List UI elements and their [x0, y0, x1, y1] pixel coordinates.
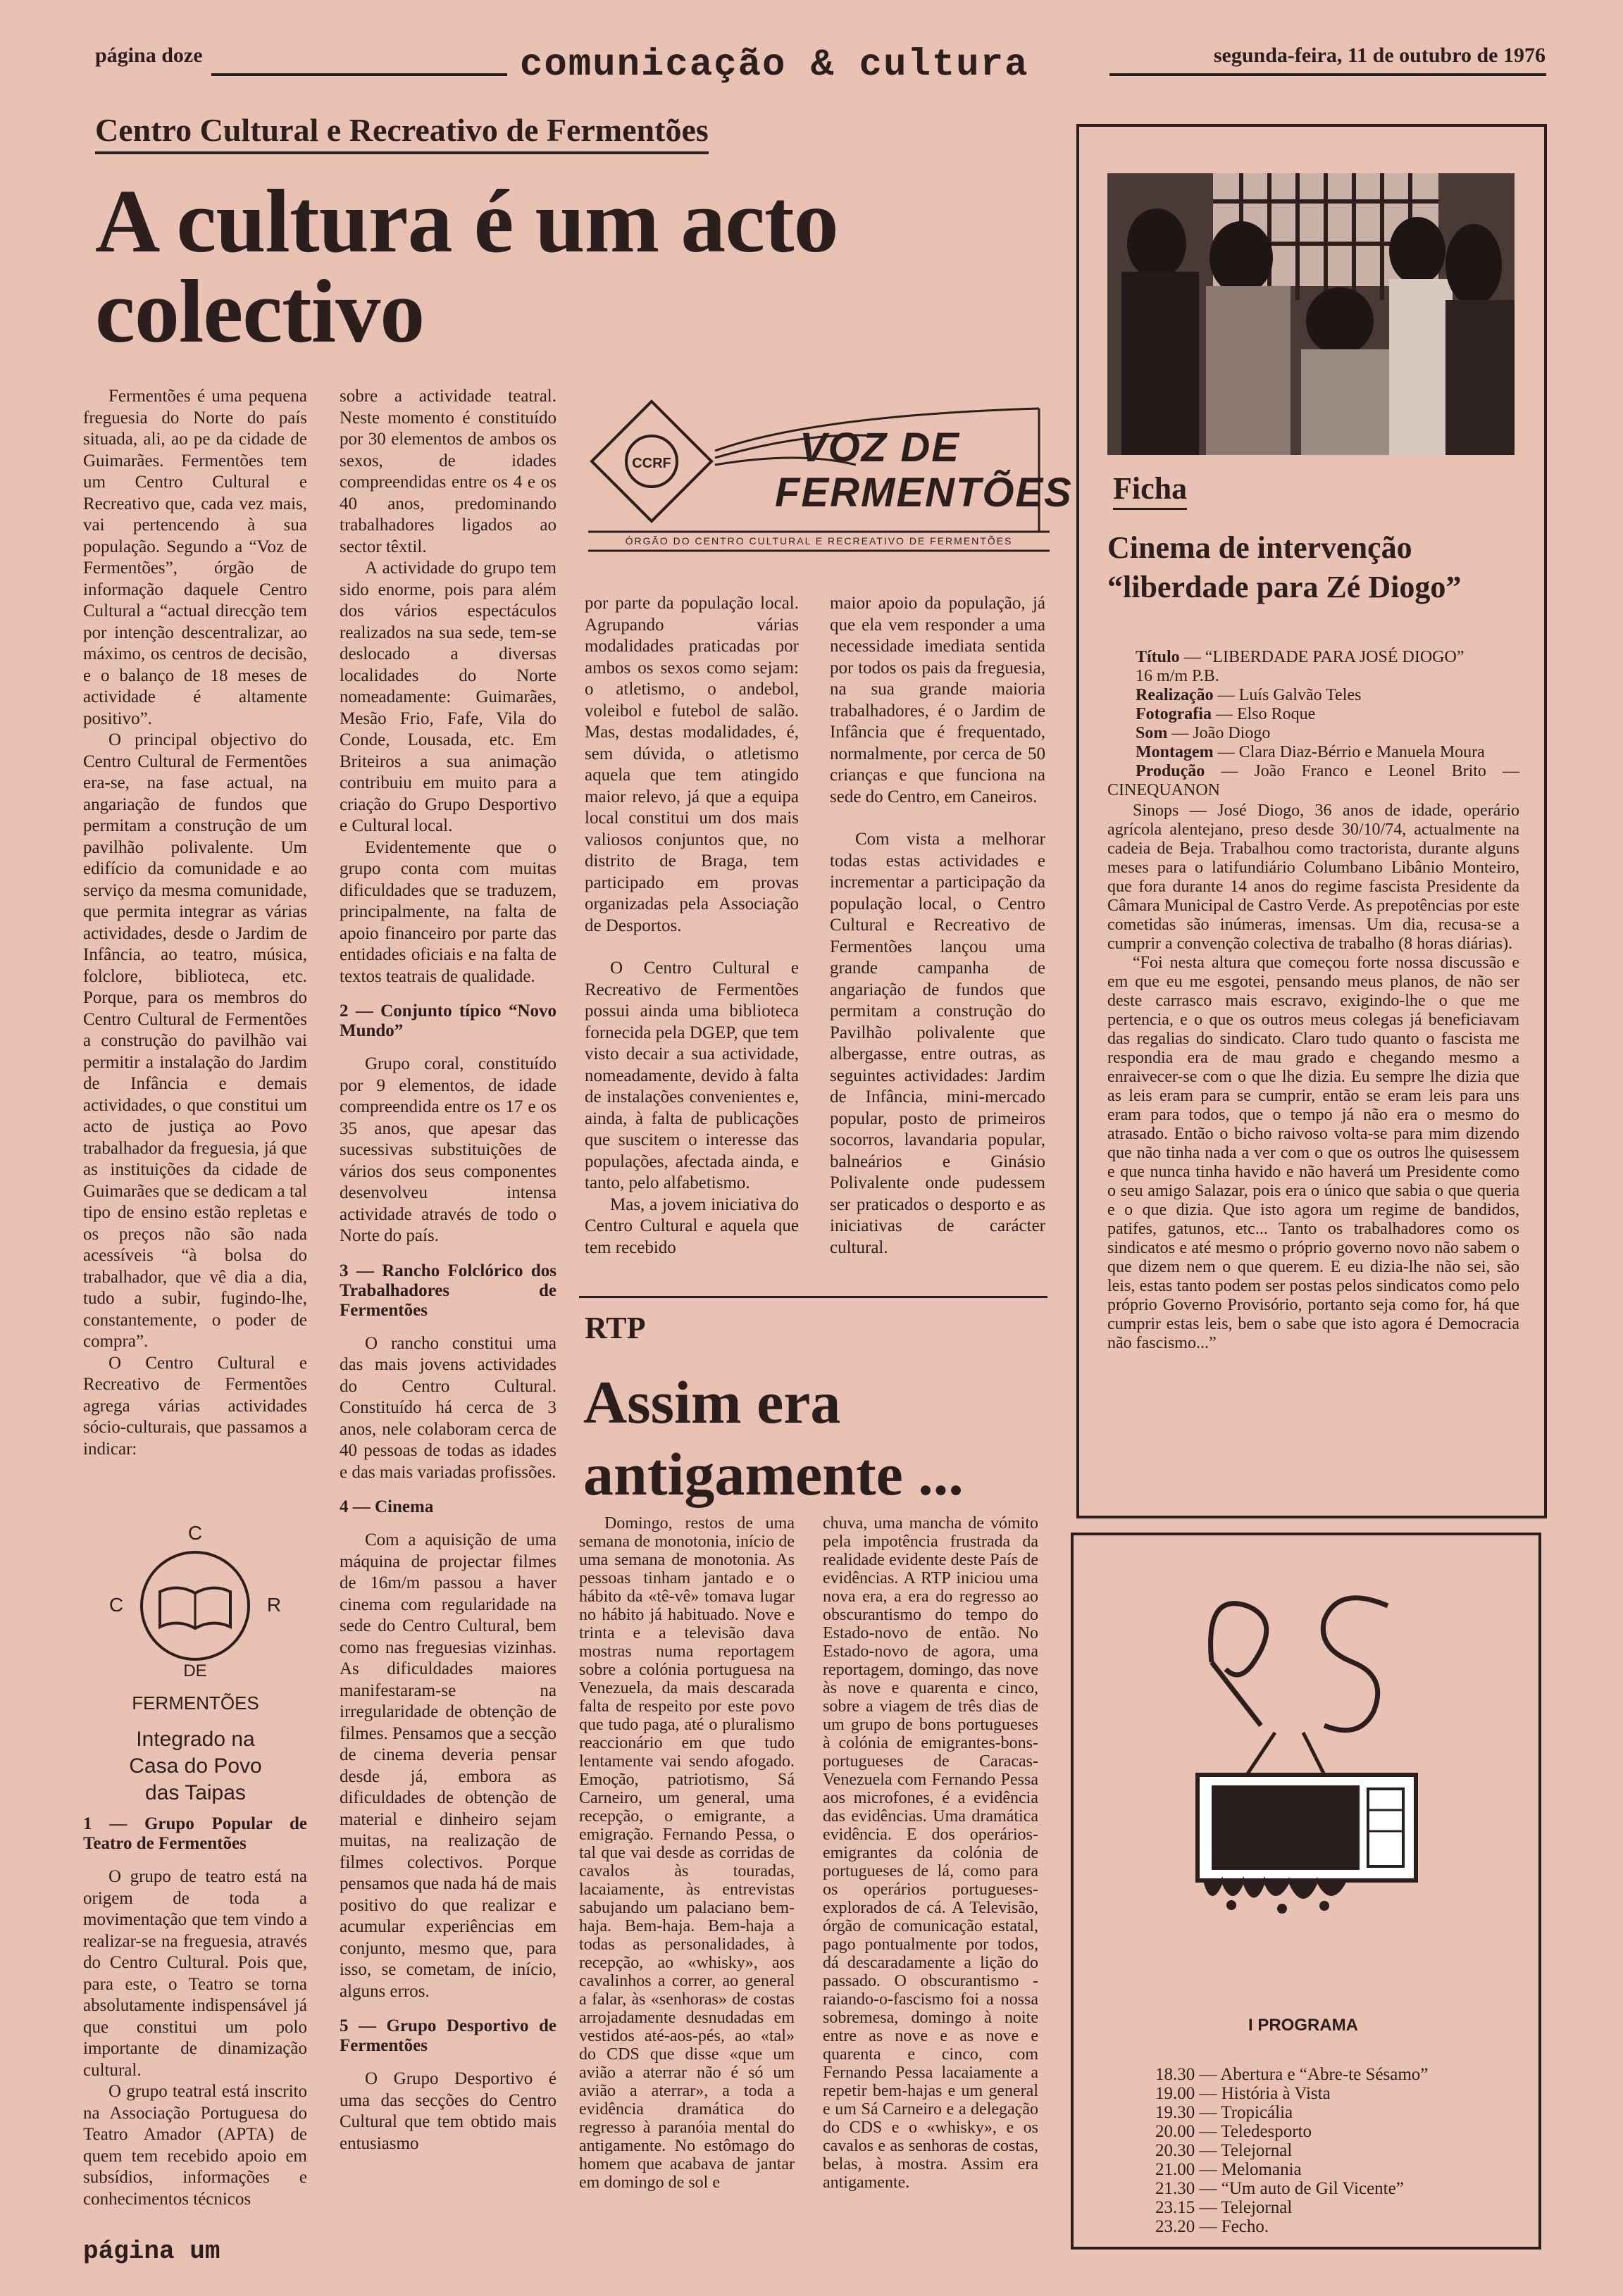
rtp-column-2	[823, 1514, 1038, 2192]
rtp-column-1	[579, 1514, 795, 2192]
section-heading: 5 — Grupo Desportivo de Fermentões	[340, 2016, 556, 2055]
cdr-caption: Integrado na Casa do Povo das Taipas	[129, 1728, 262, 1804]
programa-item: 18.30 — Abertura e “Abre-te Sésamo”	[1155, 2065, 1429, 2084]
credit-line: 16 m/m P.B.	[1136, 667, 1219, 685]
programa-item: 19.00 — História à Vista	[1155, 2084, 1331, 2103]
photo-illustration	[1107, 173, 1515, 455]
paragraph: O Grupo Desportivo é uma das secções do Centro Cultural que tem obtido mais entusiasmo	[340, 2069, 556, 2153]
article-kicker: Centro Cultural e Recreativo de Fermentões	[95, 111, 709, 154]
book-emblem-icon	[95, 1521, 296, 1690]
cdr-name: FERMENTÕES	[132, 1692, 259, 1714]
paragraph: Domingo, restos de uma semana de monotonia, início de uma semana de monotonia. As pessoas tinham jantado e o hábito da «tê-vê» tomava lugar no hábito já habituado. Nove e trinta e a televisão dava mostras numa reportagem sobre a colónia portuguesa na Venezuela, da mais descarada falta de respeito por este povo que tudo paga, até o pluralismo reaccionário em que tudo lentamente vai sendo afogado. Emoção, patriotismo, Sá Carneiro, um general, uma recepção, o emigrante, a emigração. Fernando Pessa, o tal que vai desde as corridas de cavalos às touradas, lacaiamente, às entrevistas sabujando um palaciano bem-haja. Bem-haja. Bem-haja a todas as personalidades, à recepção, ao «whisky», aos cavalinhos a correr, ao general a falar, às «senhoras» de costas arrojadamente desnudadas em vestidos até-aos-pés, ao «tal» do CDS que disse «que um avião a aterrar não é só um avião a aterrar», a toda a evidência dramática do regresso à paranóia mental do antigamente. No estômago do homem que acabava de jantar em domingo de sol e	[579, 1514, 795, 2192]
programa-list	[1155, 2065, 1507, 2236]
paragraph: O Centro Cultural e Recreativo de Fermentões agrega várias actividades sócio-culturais, que passamos a indicar:	[83, 1353, 307, 1459]
section-title: comunicação & cultura	[520, 44, 1029, 87]
paragraph: O grupo teatral está inscrito na Associação Portuguesa do Teatro Amador (APTA) de quem tem recebido apoio em subsídios, informações e conhecimentos técnicos	[83, 2082, 307, 2209]
emblem-letter-left: C	[108, 1594, 124, 1616]
section-teatro	[83, 1814, 307, 2210]
voz-de-fermentoes-logo	[588, 394, 1073, 553]
article-headline: A cultura é um acto colectivo	[95, 171, 838, 361]
section-heading: 4 — Cinema	[340, 1497, 434, 1516]
credit-line: Montagem — Clara Diaz-Bérrio e Manuela Moura	[1136, 743, 1485, 761]
cdr-logo	[95, 1521, 296, 1804]
credit-line: Produção — João Franco e Leonel Brito — CINEQUANON	[1107, 762, 1519, 799]
header-rule-left	[211, 73, 507, 76]
ficha-credits	[1107, 648, 1519, 1353]
paragraph: “Foi nesta altura que começou forte nossa discussão e em que eu me esgotei, pensando meus planos, de não ser deste carrasco mais escravo, exigindo-lhe o que me pertencia, e o que os outros meus colegas já beneficiavam das regalias do sindicato. Claro tudo quanto o fascista me respondia era de mau grado e chegando mesmo a enraivecer-se com o que lhe dizia. Eu sempre lhe dizia que as leis eram para se cumprir, então se eram leis para uns eram para todos, que o tempo já não era o mesmo do atrasado. Então o bicho raivoso volta-se para mim dizendo que não tinha nada a ver com o que os outros lhe quisessem e que nunca tinha havido e não haverá um Presidente como o seu amigo Salazar, pois era o único que sabia o que queria e o que dizia. Que isto agora um regime de bandidos, patifes, gatunos, etc... Tanto os trabalhadores como os sindicatos e até mesmo o próprio governo novo não sabem o que dizem nem o que querem. E eu dizia-lhe não sei, são leis, estas tanto podem ser postas pelos sindicatos como pelo próprio Governo Provisório, portanto seja como for, há que cumprir estas leis, bem o sabe que isto agora é Democracia não fascismo...”	[1107, 954, 1519, 1352]
melting-tv-icon	[1183, 1578, 1437, 1916]
credit-line: Fotografia — Elso Roque	[1136, 705, 1316, 723]
badge-text: CCRF	[632, 456, 671, 471]
paragraph: Grupo coral, constituído por 9 elementos, de idade compreendida entre os 17 e os 35 anos, que apesar das sucessivas substituições de vários dos seus componentes desenvolveu intensa actividade através de todo o Norte do país.	[340, 1054, 556, 1245]
voz-title-line1: VOZ DE	[800, 425, 960, 470]
paragraph: Evidentemente que o grupo conta com muitas dificuldades que se traduzem, principalmente, na falta de apoio financeiro por parte das entidades oficiais e na falta de textos teatrais de qualidade.	[340, 837, 556, 986]
page-number: página doze	[95, 44, 203, 67]
programa-item: 20.00 — Teledesporto	[1155, 2122, 1312, 2141]
paragraph: sobre a actividade teatral. Neste momento é constituído por 30 elementos de ambos os sexos, de idades compreendidas entre os 4 e os 40 anos, predominando trabalhadores ligados ao sector têxtil.	[340, 387, 556, 556]
section-heading: 2 — Conjunto típico “Novo Mundo”	[340, 1002, 556, 1040]
credit-line: Realização — Luís Galvão Teles	[1136, 686, 1362, 704]
header-rule-right	[1109, 73, 1546, 76]
article-column-3	[585, 593, 799, 1259]
paragraph: Fermentões é uma pequena freguesia do Norte do país situada, ali, ao pe da cidade de Guimarães. Fermentões tem um Centro Cultural e Recreativo que, cada vez mais, vai pertencendo à sua população. Segundo a “Voz de Fermentões”, órgão de informação daquele Centro Cultural a “actual direcção tem por intenção descentralizar, ao máximo, os centros de decisão, e o balanço de 18 meses de actividade é altamente positivo”.	[83, 387, 307, 728]
paragraph: Mas, a jovem iniciativa do Centro Cultural e aquela que tem recebido	[585, 1194, 799, 1257]
rtp-headline: Assim era antigamente ...	[583, 1368, 964, 1508]
programa-title: I PROGRAMA	[1248, 2016, 1358, 2035]
ficha-title: Cinema de intervenção “liberdade para Zé Diogo”	[1107, 530, 1462, 604]
paragraph: O Centro Cultural e Recreativo de Fermentões possui ainda uma biblioteca fornecida pela DGEP, que tem visto decair a sua actividade, nomeadamente, devido à falta de instalações convenientes e, ainda, à falta de publicações que suscitem o interesse das populações, afectada ainda, e tanto, pelo alfabetismo.	[585, 959, 799, 1192]
footer-page-mark: página um	[83, 2237, 220, 2266]
paragraph: por parte da população local. Agrupando várias modalidades praticadas por ambos os sexos como sejam: o atletismo, o andebol, voleibol e futebol de salão. Mas, destas modalidades, é, sem dúvida, o atletismo aquela que tem atingido maior relevo, já que a equipa local constitui um dos mais valiosos conjuntos que, no distrito de Braga, tem participado em provas organizadas pela Associação de Desportos.	[585, 594, 799, 935]
voz-title-line2: FERMENTÕES	[775, 470, 1073, 516]
article-column-4	[830, 593, 1045, 1259]
section-heading: 3 — Rancho Folclórico dos Trabalhadores de Fermentões	[340, 1261, 556, 1320]
programa-item: 23.15 — Telejornal	[1155, 2198, 1293, 2217]
programa-item: 21.30 — “Um auto de Gil Vicente”	[1155, 2179, 1404, 2198]
paragraph: Sinops — José Diogo, 36 anos de idade, operário agrícola alentejano, preso desde 30/10/74, actualmente na cadeia de Beja. Trabalhou como tractorista, durante alguns meses para o latifundiário Columbano Libânio Monteiro, que fora durante 14 anos do regime fascista Presidente da Câmara Municipal de Castro Verde. As prepotências por este cometidas são inúmeras, imensas. Um dia, recusa-se a cumprir a convenção colectiva de trabalho (8 horas diárias).	[1107, 801, 1519, 953]
credit-line: Título — “LIBERDADE PARA JOSÉ DIOGO”	[1136, 648, 1465, 666]
article-column-2	[340, 386, 556, 2154]
emblem-letters-bottom: DE	[183, 1661, 207, 1680]
paragraph: A actividade do grupo tem sido enorme, pois para além dos vários espectáculos realizados na sua sede, tem-se deslocado a diversas localidades do Norte nomeadamente: Guimarães, Mesão Frio, Fafe, Vila do Conde, Lousada, etc. Em Briteiros a sua animação contribuiu em muito para a criação do Grupo Desportivo e Cultural local.	[340, 559, 556, 835]
paragraph: O principal objectivo do Centro Cultural de Fermentões era-se, na fase actual, na angariação de fundos que permitam a construção de um pavilhão polivalente. Um edifício da comunidade e ao serviço da mesma comunidade, que permita integrar as várias actividades, desde o Jardim de Infância, ao teatro, música, folclore, biblioteca, etc. Porque, para os membros do Centro Cultural de Fermentões a construção do pavilhão vai permitir a instalação do Jardim de Infância e demais actividades, o que constitui um acto de justiça ao Povo trabalhador da freguesia, já que as instituições da cidade de Guimarães que se dedicam a tal tipo de ensino estão repletas e os preços não são nada acessíveis “à bolsa do trabalhador, que vê dia a dia, tudo a subir, fugindo-lhe, constantemente, o poder de compra”.	[83, 730, 307, 1351]
ficha-label: Ficha	[1113, 470, 1187, 510]
programa-item: 21.00 — Melomania	[1155, 2160, 1302, 2179]
article-column-1	[83, 386, 307, 1460]
section-heading: 1 — Grupo Popular de Teatro de Fermentões	[83, 1814, 307, 1853]
ps-tv-illustration	[1183, 1578, 1437, 1916]
voz-subtitle: ÓRGÃO DO CENTRO CULTURAL E RECREATIVO DE FERMENTÕES	[625, 535, 1013, 547]
paragraph: Com vista a melhorar todas estas actividades e incrementar a participação da população local, o Centro Cultural e Recreativo de Fermentões lançou uma grande campanha de angariação de fundos que permitam a construção do Pavilhão polivalente que albergasse, entre outras, as seguintes actividades: Jardim de Infância, mini-mercado popular, posto de primeiros socorros, lavandaria popular, balneários e Ginásio Polivalente onde pudessem ser praticados o desporto e as iniciativas de carácter cultural.	[830, 830, 1045, 1257]
programa-item: 19.30 — Tropicália	[1155, 2103, 1293, 2122]
section-divider	[579, 1296, 1047, 1298]
paragraph: chuva, uma mancha de vómito pela impotência frustrada da realidade evidente deste País de evidências. A RTP iniciou uma nova era, a era do regresso ao obscurantismo do tempo do Estado-novo de então. No Estado-novo de agora, uma reportagem, domingo, das nove às nove e quarenta e cinco, sobre a viagem de três dias de um grupo de bons portugueses à colónia de emigrantes-bons-portugueses de Caracas-Venezuela com Fernando Pessa aos microfones, é a evidência das evidências. Uma dramática evidência. E dos operários-emigrantes da colónia de portugueses de lá, como para os operários portugueses-explorados de cá. A Televisão, órgão de comunicação estatal, pago pontualmente por todos, dá descaradamente a lição do passado. O obscurantismo - raiando-o-fascismo foi a nossa sobremesa, domingo à noite entre as nove e as nove e quarenta e cinco, com Fernando Pessa lacaiamente a repetir bem-hajas e um general e um Sá Carneiro e a delegação do CDS e o «whisky», e os cavalos e as senhoras de costas, belas, à mostra. Assim era antigamente.	[823, 1514, 1038, 2192]
paragraph: O grupo de teatro está na origem de toda a movimentação que tem vindo a realizar-se na freguesia, através do Centro Cultural. Pois que, para este, o Teatro se torna absolutamente indispensável já que constitui um polo importante de dinamização cultural.	[83, 1867, 307, 2080]
paragraph: O rancho constitui uma das mais jovens actividades do Centro Cultural. Constituído há cerca de 3 anos, nele colaboram cerca de 40 pessoas de todas as idades e das mais variadas profissões.	[340, 1333, 556, 1482]
programa-item: 20.30 — Telejornal	[1155, 2141, 1293, 2160]
rtp-label: RTP	[585, 1311, 646, 1345]
issue-date: segunda-feira, 11 de outubro de 1976	[1213, 44, 1546, 67]
emblem-letter-top: C	[187, 1522, 203, 1544]
credit-line: Som — João Diogo	[1136, 724, 1271, 742]
programa-item: 23.20 — Fecho.	[1155, 2217, 1269, 2236]
paragraph: Com a aquisição de uma máquina de projectar filmes de 16m/m passou a haver cinema com regularidade na sede do Centro Cultural, bem como nas freguesias vizinhas. As dificuldades maiores manifestaram-se na irregularidade de obtenção de filmes. Pensamos que a secção de cinema deveria pensar desde já, embora as dificuldades de obtenção de material e dinheiro sejam muitas, na realização de filmes colectivos. Porque pensamos que nada há de mais positivo do que realizar e acumular experiências em conjunto, mesmo que, para isso, se cometam, de início, alguns erros.	[340, 1530, 556, 2001]
paragraph: maior apoio da população, já que ela vem responder a uma necessidade imediata sentida por todos os pais da freguesia, na sua grande maioria trabalhadores, é o Jardim de Infância que é frequentado, normalmente, por cerca de 50 crianças e que funciona na sede do Centro, em Caneiros.	[830, 594, 1045, 806]
film-still-photo	[1107, 173, 1515, 455]
emblem-letter-right: R	[266, 1594, 282, 1616]
